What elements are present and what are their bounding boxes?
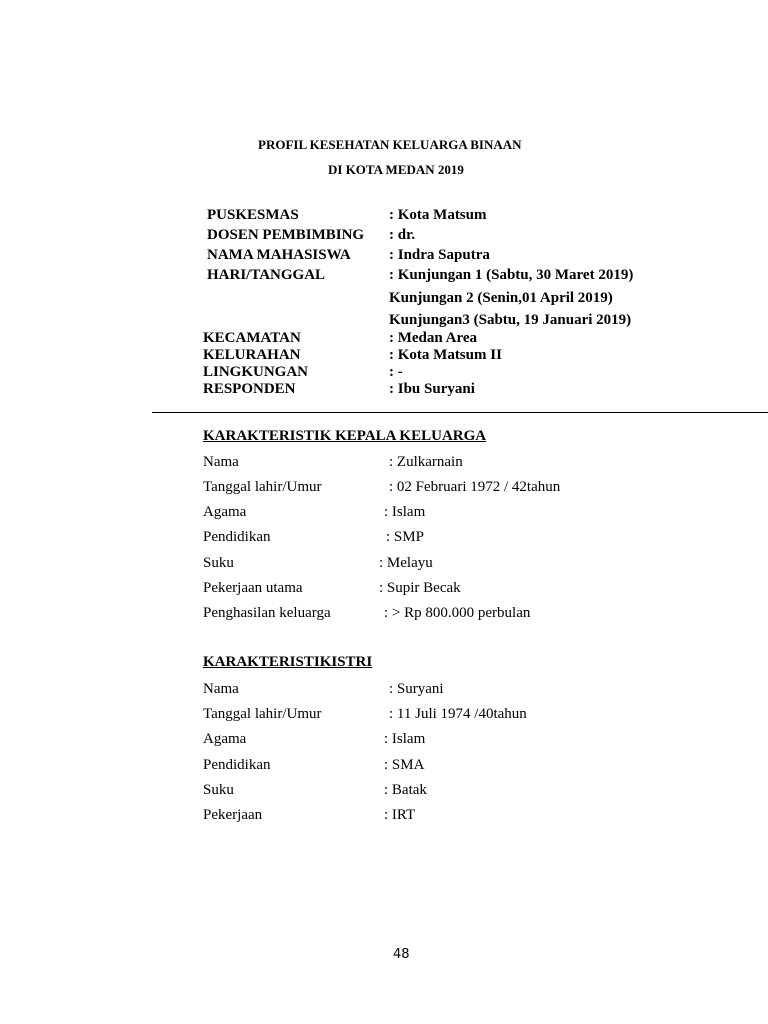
info-value-kelurahan: : Kota Matsum II [389, 347, 502, 363]
istri-value-agama: : Islam [384, 731, 426, 747]
info-label-tanggal: HARI/TANGGAL [207, 267, 326, 283]
info-value-dosen: : dr. [389, 227, 416, 243]
title-line-2: DI KOTA MEDAN 2019 [328, 162, 464, 177]
kepala-label-suku: Suku [203, 555, 234, 571]
info-label-puskesmas: PUSKESMAS [207, 207, 299, 223]
info-label-mahasiswa: NAMA MAHASISWA [207, 247, 351, 263]
istri-value-tanggal: : 11 Juli 1974 /40tahun [389, 706, 527, 722]
istri-value-nama: : Suryani [389, 681, 444, 697]
info-label-kelurahan: KELURAHAN [203, 347, 301, 363]
info-value-responden: : Ibu Suryani [389, 381, 475, 397]
istri-label-tanggal: Tanggal lahir/Umur [203, 706, 322, 722]
page-number: 48 [393, 947, 410, 962]
info-value-kecamatan: : Medan Area [389, 330, 478, 346]
title-line-1: PROFIL KESEHATAN KELUARGA BINAAN [258, 137, 522, 152]
istri-label-pekerjaan: Pekerjaan [203, 807, 263, 823]
info-value-puskesmas: : Kota Matsum [389, 207, 487, 223]
kepala-value-penghasilan: : > Rp 800.000 perbulan [384, 605, 531, 621]
divider-line [152, 412, 768, 413]
kepala-value-pendidikan: : SMP [386, 529, 424, 545]
istri-label-nama: Nama [203, 681, 239, 697]
info-value-kunjungan-2: Kunjungan 2 (Senin,01 April 2019) [389, 290, 613, 306]
info-value-lingkungan: : - [389, 364, 403, 380]
istri-value-suku: : Batak [384, 782, 427, 798]
info-label-responden: RESPONDEN [203, 381, 296, 397]
kepala-label-pendidikan: Pendidikan [203, 529, 271, 545]
istri-label-suku: Suku [203, 782, 234, 798]
info-label-kecamatan: KECAMATAN [203, 330, 301, 346]
info-label-lingkungan: LINGKUNGAN [203, 364, 309, 380]
istri-value-pendidikan: : SMA [384, 757, 425, 773]
kepala-value-pekerjaan: : Supir Becak [379, 580, 461, 596]
kepala-value-agama: : Islam [384, 504, 426, 520]
kepala-value-suku: : Melayu [379, 555, 433, 571]
kepala-label-agama: Agama [203, 504, 247, 520]
kepala-label-tanggal: Tanggal lahir/Umur [203, 479, 322, 495]
info-value-mahasiswa: : Indra Saputra [389, 247, 490, 263]
kepala-value-tanggal: : 02 Februari 1972 / 42tahun [389, 479, 561, 495]
kepala-label-nama: Nama [203, 454, 239, 470]
istri-label-agama: Agama [203, 731, 247, 747]
info-value-tanggal: : Kunjungan 1 (Sabtu, 30 Maret 2019) [389, 267, 634, 283]
istri-value-pekerjaan: : IRT [384, 807, 416, 823]
info-label-dosen: DOSEN PEMBIMBING [207, 227, 365, 243]
kepala-label-penghasilan: Penghasilan keluarga [203, 605, 331, 621]
info-value-kunjungan-3: Kunjungan3 (Sabtu, 19 Januari 2019) [389, 312, 632, 328]
kepala-label-pekerjaan: Pekerjaan utama [203, 580, 303, 596]
kepala-value-nama: : Zulkarnain [389, 454, 463, 470]
istri-heading: KARAKTERISTIKISTRI [203, 654, 373, 670]
istri-label-pendidikan: Pendidikan [203, 757, 271, 773]
kepala-heading: KARAKTERISTIK KEPALA KELUARGA [203, 428, 487, 444]
